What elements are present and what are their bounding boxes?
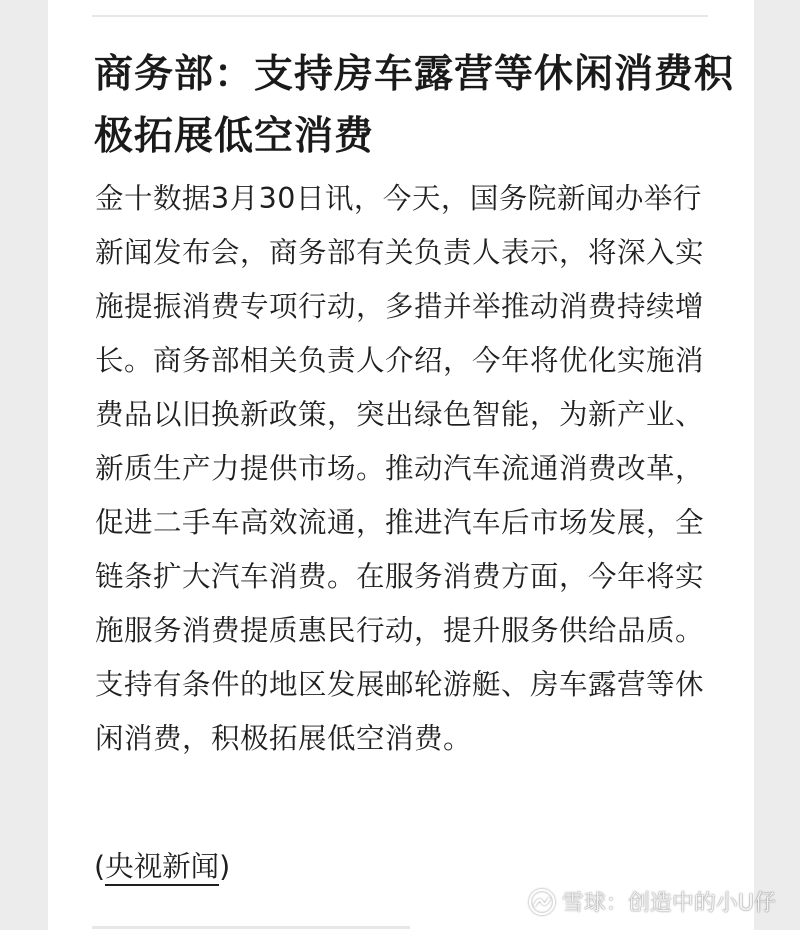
source-link[interactable]: 央视新闻 <box>105 850 219 886</box>
article-title: 商务部：支持房车露营等休闲消费积极拓展低空消费 <box>94 51 735 159</box>
article-body: 金十数据3月30日讯，今天，国务院新闻办举行新闻发布会，商务部有关负责人表示，将深入实施提振消费专项行动，多措并举推动消费持续增长。商务部相关负责人介绍，今年将优化实施消费品以旧换新政策，突出绿色智能，为新产业、新质生产力提供市场。推动汽车流通消费改革，促进二手车高效流通，推进汽车后市场发展，全链条扩大汽车消费。在服务消费方面，今年将实施服务消费提质惠民行动，提升服务供给品质。支持有条件的地区发展邮轮游艇、房车露营等休闲消费，积极拓展低空消费。 <box>95 182 705 755</box>
source-close-paren: ) <box>219 850 231 883</box>
source-credit <box>94 845 230 889</box>
source-open-paren: ( <box>94 850 106 883</box>
bottom-divider <box>92 926 410 929</box>
article-card <box>48 0 754 930</box>
watermark-text: 雪球：创造中的小U仔 <box>561 891 776 916</box>
top-divider <box>92 15 708 17</box>
watermark <box>528 886 776 917</box>
snowball-logo-icon <box>528 888 556 916</box>
